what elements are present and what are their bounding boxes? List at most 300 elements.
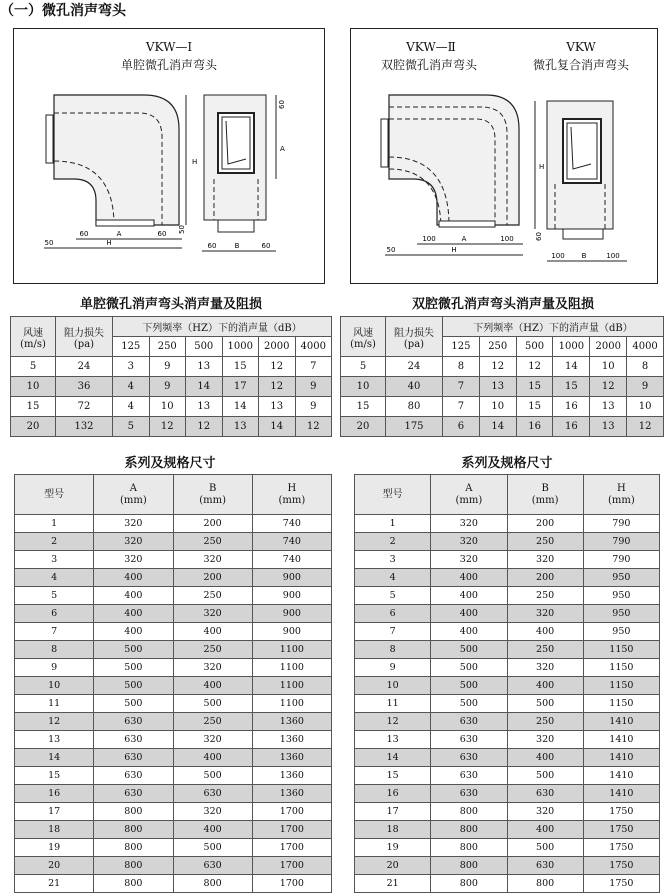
table-row [15, 569, 332, 587]
table-row [355, 875, 660, 893]
spec-cell: 9 [355, 659, 431, 677]
spec-cell: 950 [583, 623, 659, 641]
svg-text:60: 60 [157, 230, 167, 238]
spec-cell: 18 [15, 821, 94, 839]
spec-cell: 630 [173, 785, 252, 803]
spec-cell: 18 [355, 821, 431, 839]
spec-cell: 1410 [583, 731, 659, 749]
attenuation-cell: 12 [295, 417, 332, 437]
spec-cell: 1750 [583, 803, 659, 821]
table-row [341, 417, 664, 437]
spec-cell: 900 [252, 605, 331, 623]
table-row [15, 785, 332, 803]
spec-cell: 800 [94, 857, 173, 875]
model-label-2: VKW—Ⅱ [406, 40, 456, 54]
attenuation-cell: 10 [627, 397, 664, 417]
spec-cell: 1750 [583, 839, 659, 857]
attenuation-cell: 13 [479, 377, 516, 397]
spec-cell: 19 [15, 839, 94, 857]
loss-cell: 132 [56, 417, 113, 437]
spec-cell: 500 [173, 839, 252, 857]
svg-text:60: 60 [278, 100, 286, 109]
svg-text:60: 60 [261, 242, 271, 250]
model-label: VKW—Ⅰ [145, 40, 193, 54]
attenuation-cell: 9 [295, 397, 332, 417]
spec-cell: 500 [94, 677, 173, 695]
freq-header: 500 [186, 337, 223, 357]
spec-cell: 900 [252, 569, 331, 587]
attenuation-cell: 14 [479, 417, 516, 437]
attenuation-cell: 13 [590, 397, 627, 417]
spec-cell: 320 [173, 731, 252, 749]
svg-text:100: 100 [422, 235, 436, 243]
svg-text:H: H [192, 158, 198, 166]
spec-cell: 790 [583, 551, 659, 569]
spec-cell: 1360 [252, 767, 331, 785]
svg-text:A: A [280, 145, 285, 153]
spec-cell: 500 [507, 767, 583, 785]
attenuation-cell: 12 [590, 377, 627, 397]
attenuation-cell: 4 [113, 397, 150, 417]
loss-cell: 72 [56, 397, 113, 417]
spec-cell: 4 [15, 569, 94, 587]
table-row [355, 695, 660, 713]
table-row [15, 605, 332, 623]
spec-cell: 16 [355, 785, 431, 803]
spec-cell: 950 [583, 605, 659, 623]
spec-cell: 1100 [252, 641, 331, 659]
svg-text:50: 50 [386, 246, 396, 254]
spec-cell: 320 [431, 515, 507, 533]
spec-cell: 1360 [252, 749, 331, 767]
table-row [355, 587, 660, 605]
attenuation-cell: 12 [516, 357, 553, 377]
svg-text:A: A [116, 230, 122, 238]
speed-cell: 20 [341, 417, 386, 437]
attenuation-cell: 10 [590, 357, 627, 377]
freq-header: 250 [149, 337, 186, 357]
table-row [355, 713, 660, 731]
atten-table-right [340, 316, 664, 437]
spec-cell: 630 [173, 857, 252, 875]
spec-cell: 2 [355, 533, 431, 551]
spec-cell: 1100 [252, 659, 331, 677]
freq-header: 250 [479, 337, 516, 357]
attenuation-cell: 3 [113, 357, 150, 377]
spec-cell: 500 [173, 767, 252, 785]
table-row [355, 533, 660, 551]
spec-cell: 900 [252, 623, 331, 641]
spec-cell: 630 [507, 857, 583, 875]
spec-cell: 320 [431, 533, 507, 551]
spec-cell: 500 [431, 677, 507, 695]
table-row [355, 623, 660, 641]
spec-cell: 500 [94, 695, 173, 713]
spec-cell: 320 [94, 515, 173, 533]
spec-table-right [354, 474, 660, 893]
spec-cell: 800 [431, 875, 507, 893]
svg-text:100: 100 [551, 252, 565, 260]
spec-cell: 400 [507, 677, 583, 695]
col-header: B (mm) [507, 475, 583, 515]
spec-cell: 500 [431, 659, 507, 677]
spec-cell: 1700 [252, 857, 331, 875]
spec-cell: 19 [355, 839, 431, 857]
spec-cell: 10 [15, 677, 94, 695]
spec-cell: 200 [507, 569, 583, 587]
table-row [15, 767, 332, 785]
table-row [11, 417, 332, 437]
attenuation-cell: 13 [186, 397, 223, 417]
spec-cell: 21 [15, 875, 94, 893]
spec-cell: 800 [94, 803, 173, 821]
spec-cell: 250 [507, 533, 583, 551]
spec-cell: 20 [15, 857, 94, 875]
attenuation-cell: 12 [479, 357, 516, 377]
spec-cell: 790 [583, 533, 659, 551]
attenuation-cell: 7 [443, 377, 480, 397]
attenuation-cell: 14 [259, 417, 296, 437]
freq-header: 1000 [553, 337, 590, 357]
spec-cell: 250 [173, 533, 252, 551]
spec-cell: 1700 [252, 803, 331, 821]
spec-cell: 250 [507, 713, 583, 731]
table-row [341, 357, 664, 377]
spec-cell: 10 [355, 677, 431, 695]
attenuation-cell: 15 [516, 397, 553, 417]
spec-cell: 320 [507, 551, 583, 569]
atten-title-left: 单腔微孔消声弯头消声量及阻损 [79, 297, 262, 312]
speed-cell: 5 [11, 357, 56, 377]
spec-cell: 1100 [252, 695, 331, 713]
attenuation-cell: 12 [627, 417, 664, 437]
spec-cell: 500 [507, 839, 583, 857]
table-row [15, 857, 332, 875]
spec-cell: 3 [15, 551, 94, 569]
svg-text:B: B [581, 252, 587, 260]
spec-cell: 15 [355, 767, 431, 785]
spec-title-right: 系列及规格尺寸 [461, 456, 553, 471]
speed-cell: 15 [341, 397, 386, 417]
svg-text:60: 60 [79, 230, 89, 238]
spec-cell: 1410 [583, 767, 659, 785]
table-row [15, 533, 332, 551]
spec-cell: 400 [173, 821, 252, 839]
svg-text:B: B [234, 242, 240, 250]
spec-cell: 400 [431, 587, 507, 605]
table-row [15, 731, 332, 749]
attenuation-cell: 7 [295, 357, 332, 377]
svg-text:100: 100 [500, 235, 514, 243]
atten-table-left [10, 316, 332, 437]
elbow-drawing-single [14, 29, 324, 283]
table-row [355, 605, 660, 623]
attenuation-cell: 6 [443, 417, 480, 437]
spec-cell: 1360 [252, 731, 331, 749]
spec-cell: 12 [355, 713, 431, 731]
attenuation-cell: 5 [113, 417, 150, 437]
spec-title-left: 系列及规格尺寸 [124, 456, 216, 471]
page-heading: （一）微孔消声弯头 [0, 3, 126, 19]
spec-cell: 630 [94, 731, 173, 749]
spec-cell: 2 [15, 533, 94, 551]
table-row [355, 641, 660, 659]
spec-cell: 320 [507, 659, 583, 677]
spec-cell: 1150 [583, 659, 659, 677]
spec-cell: 800 [173, 875, 252, 893]
attenuation-cell: 12 [259, 357, 296, 377]
attenuation-cell: 15 [222, 357, 259, 377]
spec-cell: 250 [507, 641, 583, 659]
spec-cell: 400 [173, 623, 252, 641]
col-header-loss: 阻力损失 (pa) [56, 317, 113, 357]
spec-cell: 800 [431, 839, 507, 857]
spec-cell: 1150 [583, 695, 659, 713]
attenuation-cell: 12 [259, 377, 296, 397]
spec-cell: 12 [15, 713, 94, 731]
spec-cell: 5 [15, 587, 94, 605]
attenuation-cell: 15 [553, 377, 590, 397]
table-row [355, 785, 660, 803]
spec-cell: 1150 [583, 677, 659, 695]
spec-cell: 320 [173, 659, 252, 677]
table-row [15, 515, 332, 533]
spec-cell: 900 [252, 587, 331, 605]
spec-cell: 790 [583, 515, 659, 533]
spec-cell: 400 [173, 677, 252, 695]
attenuation-cell: 8 [443, 357, 480, 377]
spec-table-left [14, 474, 332, 893]
table-row [355, 767, 660, 785]
attenuation-cell: 9 [149, 357, 186, 377]
attenuation-cell: 13 [222, 417, 259, 437]
spec-cell: 1410 [583, 713, 659, 731]
spec-cell: 17 [355, 803, 431, 821]
spec-cell: 14 [15, 749, 94, 767]
freq-header: 1000 [222, 337, 259, 357]
attenuation-cell: 16 [553, 397, 590, 417]
spec-cell: 400 [94, 605, 173, 623]
spec-cell: 800 [94, 839, 173, 857]
table-row [355, 821, 660, 839]
spec-cell: 7 [15, 623, 94, 641]
table-row [15, 659, 332, 677]
spec-cell: 5 [355, 587, 431, 605]
spec-cell: 630 [94, 749, 173, 767]
freq-header: 125 [443, 337, 480, 357]
spec-cell: 800 [431, 857, 507, 875]
spec-cell: 250 [507, 587, 583, 605]
spec-cell: 800 [94, 821, 173, 839]
spec-cell: 800 [507, 875, 583, 893]
attenuation-cell: 12 [149, 417, 186, 437]
spec-cell: 630 [507, 785, 583, 803]
attenuation-cell: 9 [149, 377, 186, 397]
table-row [355, 857, 660, 875]
table-row [341, 397, 664, 417]
attenuation-cell: 14 [186, 377, 223, 397]
elbow-drawing-double [351, 29, 657, 283]
spec-cell: 1360 [252, 713, 331, 731]
spec-cell: 320 [507, 605, 583, 623]
spec-cell: 320 [507, 803, 583, 821]
spec-cell: 400 [173, 749, 252, 767]
spec-cell: 1360 [252, 785, 331, 803]
spec-cell: 1 [355, 515, 431, 533]
spec-cell: 1750 [583, 821, 659, 839]
speed-cell: 5 [341, 357, 386, 377]
table-row [15, 623, 332, 641]
loss-cell: 40 [386, 377, 443, 397]
table-row [355, 839, 660, 857]
table-row [11, 357, 332, 377]
table-row [341, 377, 664, 397]
spec-cell: 8 [15, 641, 94, 659]
speed-cell: 10 [11, 377, 56, 397]
spec-cell: 200 [507, 515, 583, 533]
spec-cell: 7 [355, 623, 431, 641]
model-name-3: 微孔复合消声弯头 [532, 58, 629, 72]
col-header: H (mm) [252, 475, 331, 515]
col-header: A (mm) [94, 475, 173, 515]
spec-cell: 630 [94, 767, 173, 785]
spec-cell: 400 [507, 749, 583, 767]
table-row [15, 839, 332, 857]
spec-cell: 630 [431, 749, 507, 767]
table-row [355, 731, 660, 749]
table-row [355, 749, 660, 767]
attenuation-cell: 9 [295, 377, 332, 397]
loss-cell: 36 [56, 377, 113, 397]
spec-cell: 630 [94, 785, 173, 803]
svg-text:H: H [451, 246, 457, 254]
freq-header: 2000 [259, 337, 296, 357]
spec-cell: 400 [431, 605, 507, 623]
loss-cell: 24 [386, 357, 443, 377]
spec-cell: 1700 [252, 839, 331, 857]
freq-header: 500 [516, 337, 553, 357]
speed-cell: 15 [11, 397, 56, 417]
spec-cell: 250 [173, 713, 252, 731]
freq-header: 125 [113, 337, 150, 357]
spec-cell: 1100 [252, 677, 331, 695]
spec-cell: 200 [173, 569, 252, 587]
spec-cell: 800 [94, 875, 173, 893]
svg-text:H: H [539, 163, 545, 171]
attenuation-cell: 8 [627, 357, 664, 377]
freq-header: 4000 [627, 337, 664, 357]
spec-cell: 800 [431, 821, 507, 839]
spec-cell: 400 [431, 623, 507, 641]
table-row [15, 713, 332, 731]
spec-cell: 13 [355, 731, 431, 749]
spec-cell: 13 [15, 731, 94, 749]
table-row [15, 803, 332, 821]
diagram-panel-single [13, 28, 325, 284]
spec-cell: 320 [173, 803, 252, 821]
attenuation-cell: 10 [149, 397, 186, 417]
col-header-speed: 风速 (m/s) [11, 317, 56, 357]
attenuation-cell: 9 [627, 377, 664, 397]
atten-title-right: 双腔微孔消声弯头消声量及阻损 [411, 297, 594, 312]
spec-cell: 1 [15, 515, 94, 533]
col-header: 型号 [355, 475, 431, 515]
svg-text:A: A [461, 235, 467, 243]
attenuation-cell: 4 [113, 377, 150, 397]
svg-text:100: 100 [606, 252, 620, 260]
attenuation-cell: 13 [259, 397, 296, 417]
spec-cell: 400 [94, 569, 173, 587]
spec-cell: 11 [355, 695, 431, 713]
freq-header: 4000 [295, 337, 332, 357]
spec-cell: 1700 [252, 821, 331, 839]
table-row [15, 677, 332, 695]
spec-cell: 320 [94, 533, 173, 551]
spec-cell: 250 [173, 641, 252, 659]
attenuation-cell: 15 [516, 377, 553, 397]
spec-cell: 400 [94, 587, 173, 605]
col-header: 型号 [15, 475, 94, 515]
freq-header: 2000 [590, 337, 627, 357]
speed-cell: 20 [11, 417, 56, 437]
table-row [355, 659, 660, 677]
table-row [15, 749, 332, 767]
model-name-2: 双腔微孔消声弯头 [380, 58, 477, 72]
spec-cell: 500 [173, 695, 252, 713]
col-header-freq: 下列频率（HZ）下的消声量（dB） [113, 317, 332, 337]
spec-cell: 14 [355, 749, 431, 767]
spec-cell: 320 [507, 731, 583, 749]
loss-cell: 175 [386, 417, 443, 437]
spec-cell: 740 [252, 515, 331, 533]
attenuation-cell: 10 [479, 397, 516, 417]
spec-cell: 1410 [583, 785, 659, 803]
spec-cell: 500 [431, 695, 507, 713]
spec-cell: 3 [355, 551, 431, 569]
table-row [15, 551, 332, 569]
spec-cell: 17 [15, 803, 94, 821]
spec-cell: 630 [431, 731, 507, 749]
spec-cell: 6 [15, 605, 94, 623]
spec-cell: 500 [431, 641, 507, 659]
spec-cell: 740 [252, 533, 331, 551]
spec-cell: 400 [507, 821, 583, 839]
spec-cell: 1750 [583, 857, 659, 875]
attenuation-cell: 14 [553, 357, 590, 377]
spec-cell: 15 [15, 767, 94, 785]
col-header-loss: 阻力损失 (pa) [386, 317, 443, 357]
spec-cell: 1150 [583, 641, 659, 659]
spec-cell: 320 [94, 551, 173, 569]
spec-cell: 200 [173, 515, 252, 533]
col-header-speed: 风速 (m/s) [341, 317, 386, 357]
col-header: H (mm) [583, 475, 659, 515]
spec-cell: 630 [431, 767, 507, 785]
diagram-panel-double [350, 28, 658, 284]
spec-cell: 320 [173, 605, 252, 623]
col-header: B (mm) [173, 475, 252, 515]
spec-cell: 1750 [583, 875, 659, 893]
model-name: 单腔微孔消声弯头 [120, 58, 217, 72]
table-row [355, 515, 660, 533]
spec-cell: 9 [15, 659, 94, 677]
table-row [15, 821, 332, 839]
attenuation-cell: 14 [222, 397, 259, 417]
loss-cell: 24 [56, 357, 113, 377]
loss-cell: 80 [386, 397, 443, 417]
spec-cell: 1700 [252, 875, 331, 893]
spec-cell: 630 [94, 713, 173, 731]
